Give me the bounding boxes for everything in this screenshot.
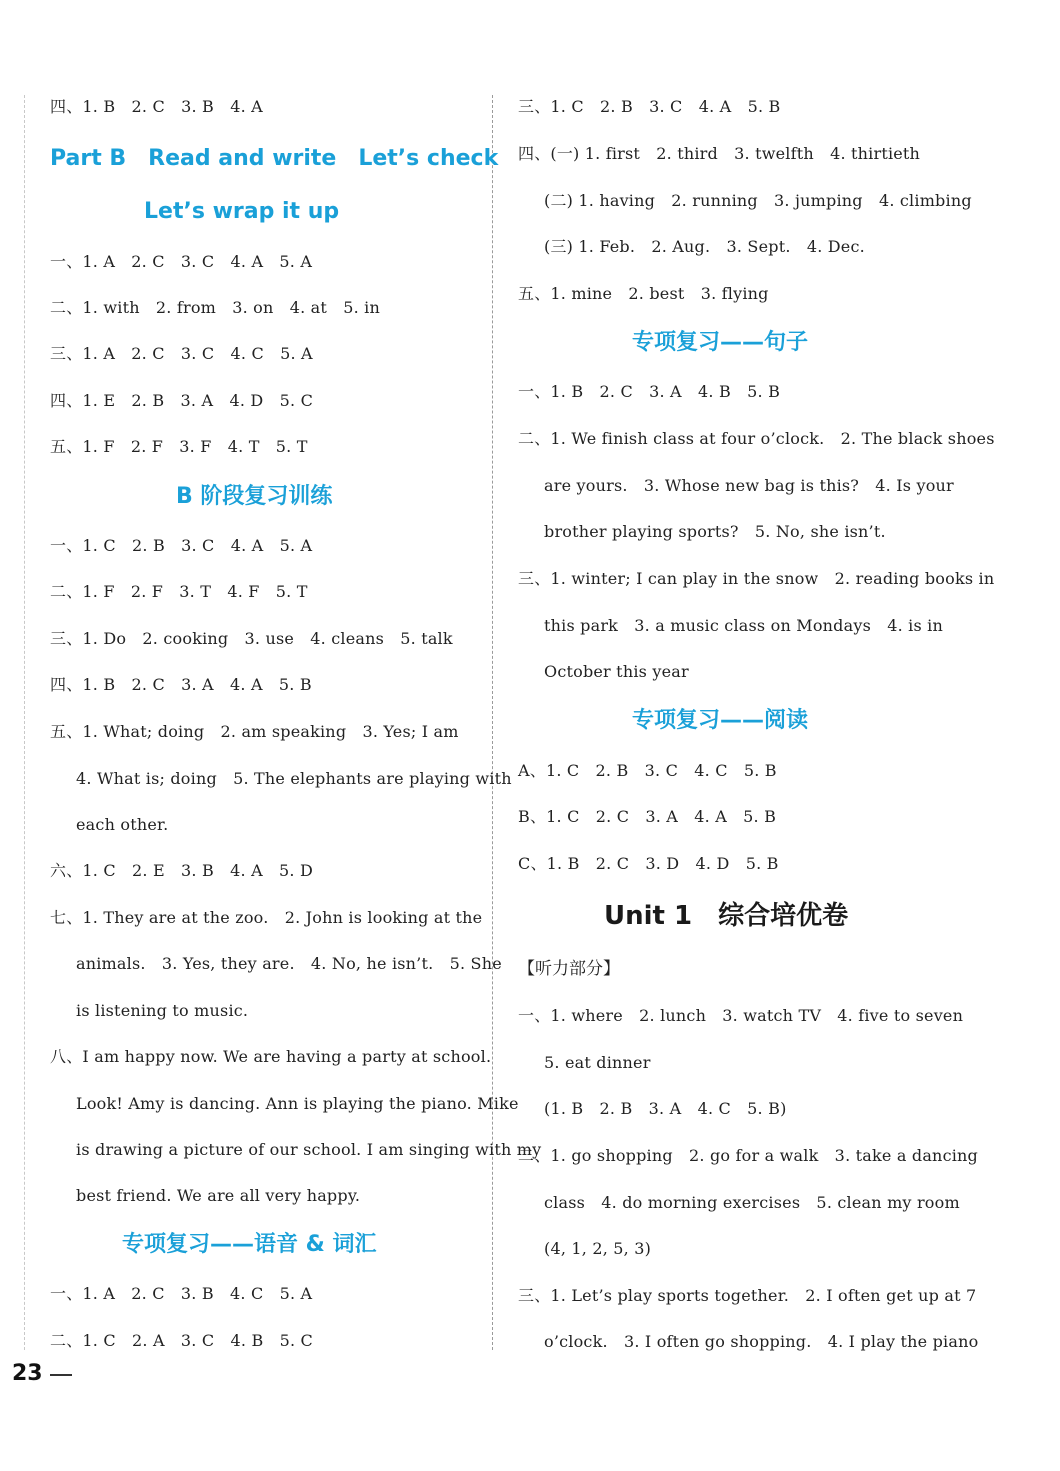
answer-line: 一、1. where 2. lunch 3. watch TV 4. five to seven [518, 1006, 964, 1025]
answer-line: 三、1. C 2. B 3. C 4. A 5. B [518, 97, 781, 116]
section-heading-part-b: Part B Read and write Let’s check [50, 146, 499, 171]
answer-line: this park 3. a music class on Mondays 4. is in [544, 616, 943, 635]
answer-line: class 4. do morning exercises 5. clean my room [544, 1193, 960, 1212]
answer-line: A、1. C 2. B 3. C 4. C 5. B [518, 761, 777, 780]
answer-line: 四、1. B 2. C 3. A 4. A 5. B [50, 675, 312, 694]
answer-line: 一、1. C 2. B 3. C 4. A 5. A [50, 536, 313, 555]
column-divider [492, 95, 493, 1350]
page-number-dash [50, 1374, 72, 1376]
listening-section-label: 【听力部分】 [518, 959, 620, 979]
answer-line: 五、1. mine 2. best 3. flying [518, 284, 769, 303]
answer-line: 六、1. C 2. E 3. B 4. A 5. D [50, 861, 314, 880]
answer-line: 八、I am happy now. We are having a party at school. [50, 1047, 492, 1066]
section-heading-phonics-vocab: 专项复习——语音 & 词汇 [122, 1232, 377, 1257]
answer-line: 三、1. Let’s play sports together. 2. I often get up at 7 [518, 1286, 977, 1305]
answer-line: C、1. B 2. C 3. D 4. D 5. B [518, 854, 779, 873]
answer-line: October this year [544, 662, 689, 681]
answer-line: animals. 3. Yes, they are. 4. No, he isn’t. 5. She [76, 954, 502, 973]
answer-line: 二、1. We finish class at four o’clock. 2. The black shoes [518, 429, 995, 448]
answer-line: 一、1. A 2. C 3. C 4. A 5. A [50, 252, 313, 271]
answer-line: (二) 1. having 2. running 3. jumping 4. climbing [544, 191, 972, 210]
answer-line: B、1. C 2. C 3. A 4. A 5. B [518, 807, 777, 826]
page-number: 23 [12, 1361, 43, 1386]
answer-line: 5. eat dinner [544, 1053, 651, 1072]
answer-line: each other. [76, 815, 169, 834]
answer-line: (4, 1, 2, 5, 3) [544, 1239, 652, 1258]
answer-line: 三、1. Do 2. cooking 3. use 4. cleans 5. talk [50, 629, 453, 648]
answer-line: 一、1. B 2. C 3. A 4. B 5. B [518, 382, 781, 401]
answer-line: 三、1. winter; I can play in the snow 2. reading books in [518, 569, 995, 588]
answer-line: 4. What is; doing 5. The elephants are playing with [76, 769, 512, 788]
answer-line: (三) 1. Feb. 2. Aug. 3. Sept. 4. Dec. [544, 237, 865, 256]
answer-line: 七、1. They are at the zoo. 2. John is looking at the [50, 908, 483, 927]
answer-line: 五、1. F 2. F 3. F 4. T 5. T [50, 437, 308, 456]
answer-line: is drawing a picture of our school. I am singing with my [76, 1140, 542, 1159]
answer-line: best friend. We are all very happy. [76, 1186, 361, 1205]
answer-line: (1. B 2. B 3. A 4. C 5. B) [544, 1099, 787, 1118]
section-heading-b-stage: B 阶段复习训练 [176, 484, 333, 509]
answer-line: 五、1. What; doing 2. am speaking 3. Yes; I am [50, 722, 459, 741]
unit-title: Unit 1 综合培优卷 [604, 901, 849, 931]
answer-line: 二、1. go shopping 2. go for a walk 3. take a dancing [518, 1146, 978, 1165]
answer-line: 一、1. A 2. C 3. B 4. C 5. A [50, 1284, 313, 1303]
answer-line: 二、1. C 2. A 3. C 4. B 5. C [50, 1331, 313, 1350]
answer-line: o’clock. 3. I often go shopping. 4. I play the piano [544, 1332, 979, 1351]
answer-line: 二、1. F 2. F 3. T 4. F 5. T [50, 582, 308, 601]
section-heading-sentences: 专项复习——句子 [632, 330, 809, 355]
answer-line: Look! Amy is dancing. Ann is playing the piano. Mike [76, 1094, 519, 1113]
answer-line: 二、1. with 2. from 3. on 4. at 5. in [50, 298, 381, 317]
answer-line: is listening to music. [76, 1001, 249, 1020]
section-heading-wrap-up: Let’s wrap it up [144, 199, 340, 224]
answer-line: 四、1. B 2. C 3. B 4. A [50, 97, 263, 116]
left-margin-line [24, 95, 25, 1350]
answer-line: 三、1. A 2. C 3. C 4. C 5. A [50, 344, 313, 363]
section-heading-reading: 专项复习——阅读 [632, 708, 809, 733]
answer-line: brother playing sports? 5. No, she isn’t. [544, 522, 886, 541]
answer-line: 四、1. E 2. B 3. A 4. D 5. C [50, 391, 314, 410]
answer-line: are yours. 3. Whose new bag is this? 4. Is your [544, 476, 954, 495]
answer-line: 四、(一) 1. first 2. third 3. twelfth 4. thirtieth [518, 144, 921, 163]
